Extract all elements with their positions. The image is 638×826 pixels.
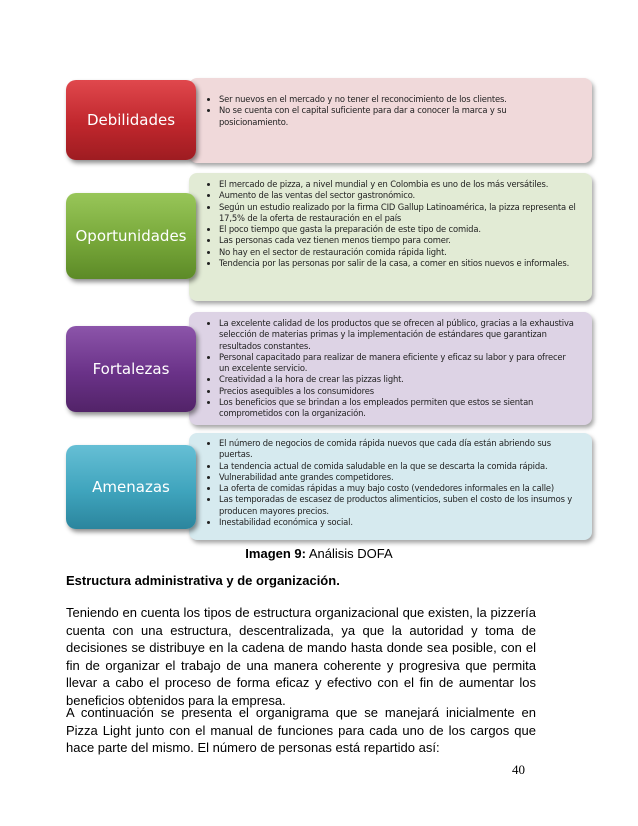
dofa-row-amenazas [66, 433, 592, 540]
dofa-item: • Las temporadas de escasez de productos alimenticios, suben el costo de los insumos y producen mayores precios. [219, 494, 578, 517]
dofa-panel-amenazas [189, 433, 592, 540]
page-number: 40 [512, 762, 525, 777]
dofa-item: • No hay en el sector de restauración comida rápida light. [219, 247, 578, 258]
caption-text: Análisis DOFA [305, 546, 393, 561]
dofa-item: • El mercado de pizza, a nivel mundial y en Colombia es uno de los más versátiles. [219, 179, 578, 190]
dofa-item: • Ser nuevos en el mercado y no tener el reconocimiento de los clientes. [219, 94, 578, 105]
dofa-row-debilidades [66, 78, 592, 163]
dofa-item: • La oferta de comidas rápidas a muy bajo costo (vendedores informales en la calle) [219, 483, 578, 494]
dofa-list-fortalezas [189, 312, 592, 420]
dofa-item: • Creatividad a la hora de crear las pizzas light. [219, 374, 578, 385]
dofa-item: • Precios asequibles a los consumidores [219, 386, 578, 397]
dofa-row-oportunidades [66, 173, 592, 301]
dofa-label-debilidades: Debilidades [66, 80, 196, 160]
dofa-item: • Tendencia por las personas por salir de la casa, a comer en sitios nuevos e informales. [219, 258, 578, 269]
dofa-label-fortalezas: Fortalezas [66, 326, 196, 412]
dofa-list-oportunidades [189, 173, 592, 269]
dofa-item: • El poco tiempo que gasta la preparación de este tipo de comida. [219, 224, 578, 235]
dofa-item: • Según un estudio realizado por la firma CID Gallup Latinoamérica, la pizza representa el 17,5% de la oferta de restauración en el país [219, 202, 578, 225]
dofa-item: • Vulnerabilidad ante grandes competidores. [219, 472, 578, 483]
dofa-label-oportunidades: Oportunidades [66, 193, 196, 279]
dofa-row-fortalezas [66, 312, 592, 425]
caption-label: Imagen 9: [245, 546, 306, 561]
dofa-panel-debilidades [189, 78, 592, 163]
dofa-item: • Inestabilidad económica y social. [219, 517, 578, 528]
dofa-item: • Los beneficios que se brindan a los empleados permiten que estos se sientan comprometidos con la organización. [219, 397, 578, 420]
dofa-list-amenazas [189, 433, 592, 528]
dofa-item: • Las personas cada vez tienen menos tiempo para comer. [219, 235, 578, 246]
dofa-item: • La tendencia actual de comida saludable en la que se descarta la comida rápida. [219, 461, 578, 472]
dofa-item: • Personal capacitado para realizar de manera eficiente y eficaz su labor y para ofrecer un excelente servicio. [219, 352, 578, 375]
dofa-item: • Aumento de las ventas del sector gastronómico. [219, 190, 578, 201]
dofa-item: • La excelente calidad de los productos que se ofrecen al público, gracias a la exhaustiva selección de materias primas y la implementación de estándares que garantizan resultados constantes. [219, 318, 578, 352]
body-paragraph: Teniendo en cuenta los tipos de estructura organizacional que existen, la pizzería cuenta con una estructura, descentralizada, ya que la autoridad y toma de decisiones se distribuye en la cadena de mando hasta donde sea posible, con el fin de organizar el trabajo de una manera coherente y progresiva que permita llevar a cabo el proceso de forma eficaz y efectivo con el fin de aumentar los beneficios obtenidos para la empresa. [66, 605, 536, 708]
dofa-item: • No se cuenta con el capital suficiente para dar a conocer la marca y su posicionamiento. [219, 105, 578, 128]
dofa-panel-oportunidades [189, 173, 592, 301]
body-paragraph: A continuación se presenta el organigrama que se manejará inicialmente en Pizza Light junto con el manual de funciones para cada uno de los cargos que hace parte del mismo. El número de personas está repartido así: [66, 705, 536, 756]
dofa-label-amenazas: Amenazas [66, 445, 196, 529]
figure-caption [0, 546, 638, 561]
dofa-list-debilidades [189, 78, 592, 128]
section-heading: Estructura administrativa y de organización. [66, 573, 340, 588]
dofa-item: • El número de negocios de comida rápida nuevos que cada día están abriendo sus puertas. [219, 438, 578, 461]
dofa-panel-fortalezas [189, 312, 592, 425]
